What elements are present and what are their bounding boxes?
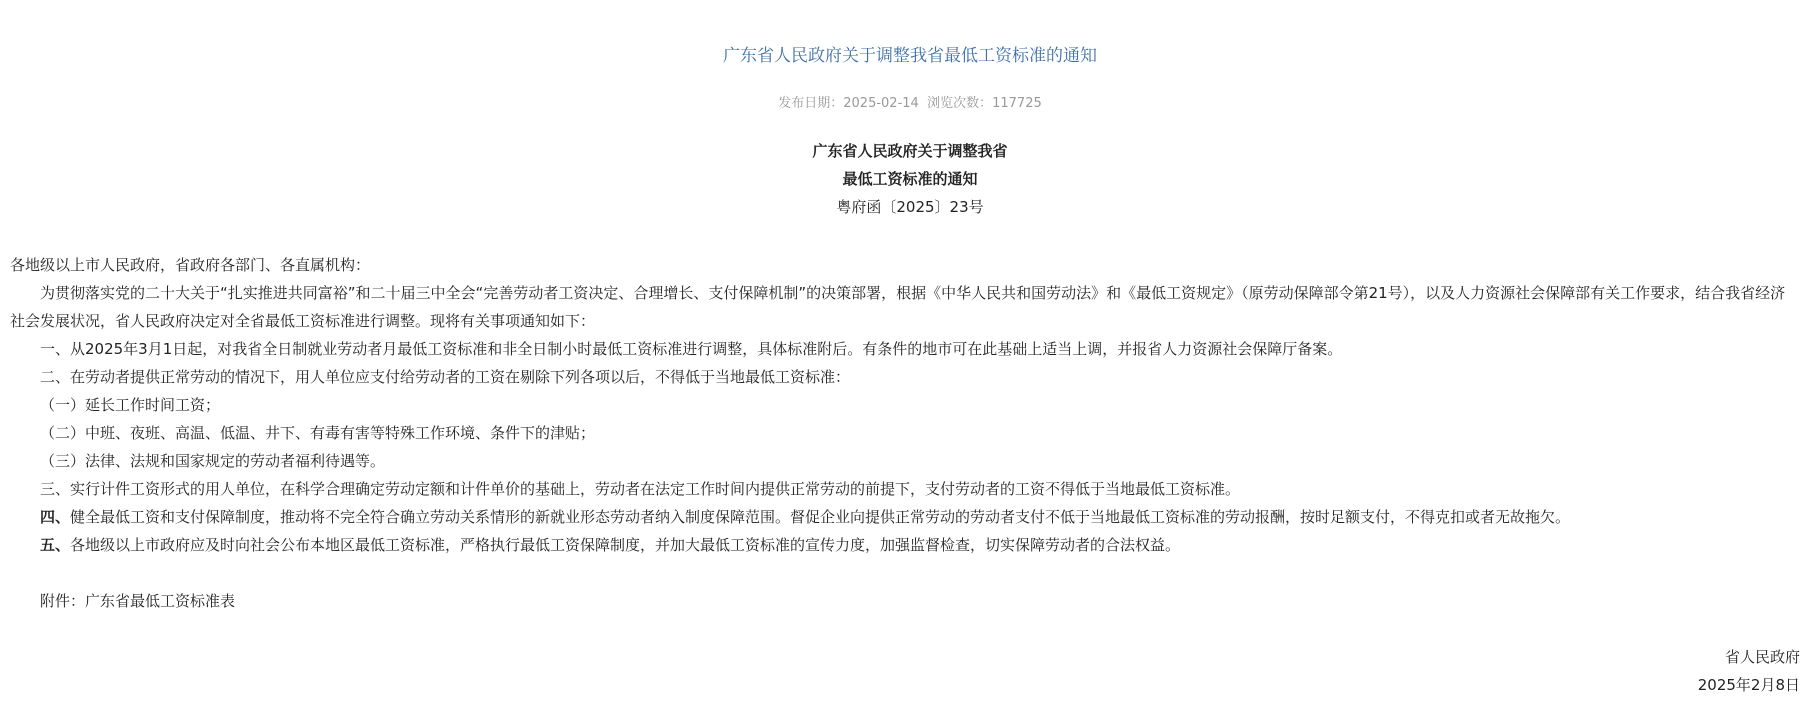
- attachment-note: 附件：广东省最低工资标准表: [40, 592, 236, 610]
- clause-5: [10, 531, 1800, 559]
- page-title: 广东省人民政府关于调整我省最低工资标准的通知: [723, 46, 1097, 66]
- document-heading-line-1: 广东省人民政府关于调整我省: [812, 142, 1008, 160]
- clause-1: 一、从2025年3月1日起，对我省全日制就业劳动者月最低工资标准和非全日制小时最低工资标准进行调整，具体标准附后。有条件的地市可在此基础上适当上调，并报省人力资源社会保障厅备案。: [40, 340, 1343, 358]
- sign-date: 2025年2月8日: [1697, 676, 1800, 694]
- clause-3: 三、实行计件工资形式的用人单位，在科学合理确定劳动定额和计件单价的基础上，劳动者在法定工作时间内提供正常劳动的前提下，支付劳动者的工资不得低于当地最低工资标准。: [40, 480, 1241, 498]
- clause-4: [10, 503, 1800, 531]
- signoff: [1698, 643, 1800, 699]
- view-count-label: 浏览次数：: [927, 96, 993, 111]
- article-body: [10, 251, 1800, 615]
- view-count: 117725: [992, 96, 1042, 111]
- document-heading-line-2: 最低工资标准的通知: [842, 170, 978, 188]
- clause-2-sub-1: （一）延长工作时间工资；: [40, 396, 221, 414]
- clause-5-number: 五、: [40, 536, 71, 554]
- clause-5-text: 各地级以上市政府应及时向社会公布本地区最低工资标准，严格执行最低工资保障制度，并加大最低工资标准的宣传力度，加强监督检查，切实保障劳动者的合法权益。: [70, 536, 1181, 554]
- article-meta: [0, 95, 1820, 113]
- signer: 省人民政府: [1724, 648, 1800, 666]
- clause-2-sub-3: （三）法律、法规和国家规定的劳动者福利待遇等。: [40, 452, 386, 470]
- intro-paragraph: 为贯彻落实党的二十大关于“扎实推进共同富裕”和二十届三中全会“完善劳动者工资决定、合理增长、支付保障机制”的决策部署，根据《中华人民共和国劳动法》和《最低工资规定》（原劳动保障部令第21号），以及人力资源社会保障部有关工作要求，结合我省经济社会发展状况，省人民政府决定对全省最低工资标准进行调整。现将有关事项通知如下：: [10, 284, 1786, 330]
- clause-2: 二、在劳动者提供正常劳动的情况下，用人单位应支付给劳动者的工资在剔除下列各项以后，不得低于当地最低工资标准：: [40, 368, 851, 386]
- clause-4-number: 四、: [40, 508, 71, 526]
- salutation: 各地级以上市人民政府，省政府各部门、各直属机构：: [10, 256, 371, 274]
- publish-date-label: 发布日期：: [778, 96, 844, 111]
- clause-2-sub-2: （二）中班、夜班、高温、低温、井下、有毒有害等特殊工作环境、条件下的津贴；: [40, 424, 596, 442]
- document-number: 粤府函〔2025〕23号: [836, 198, 984, 216]
- clause-4-text: 健全最低工资和支付保障制度，推动将不完全符合确立劳动关系情形的新就业形态劳动者纳入制度保障范围。督促企业向提供正常劳动的劳动者支付不低于当地最低工资标准的劳动报酬，按时足额支付，不得克扣或者无故拖欠。: [70, 508, 1571, 526]
- publish-date: 2025-02-14: [843, 96, 919, 111]
